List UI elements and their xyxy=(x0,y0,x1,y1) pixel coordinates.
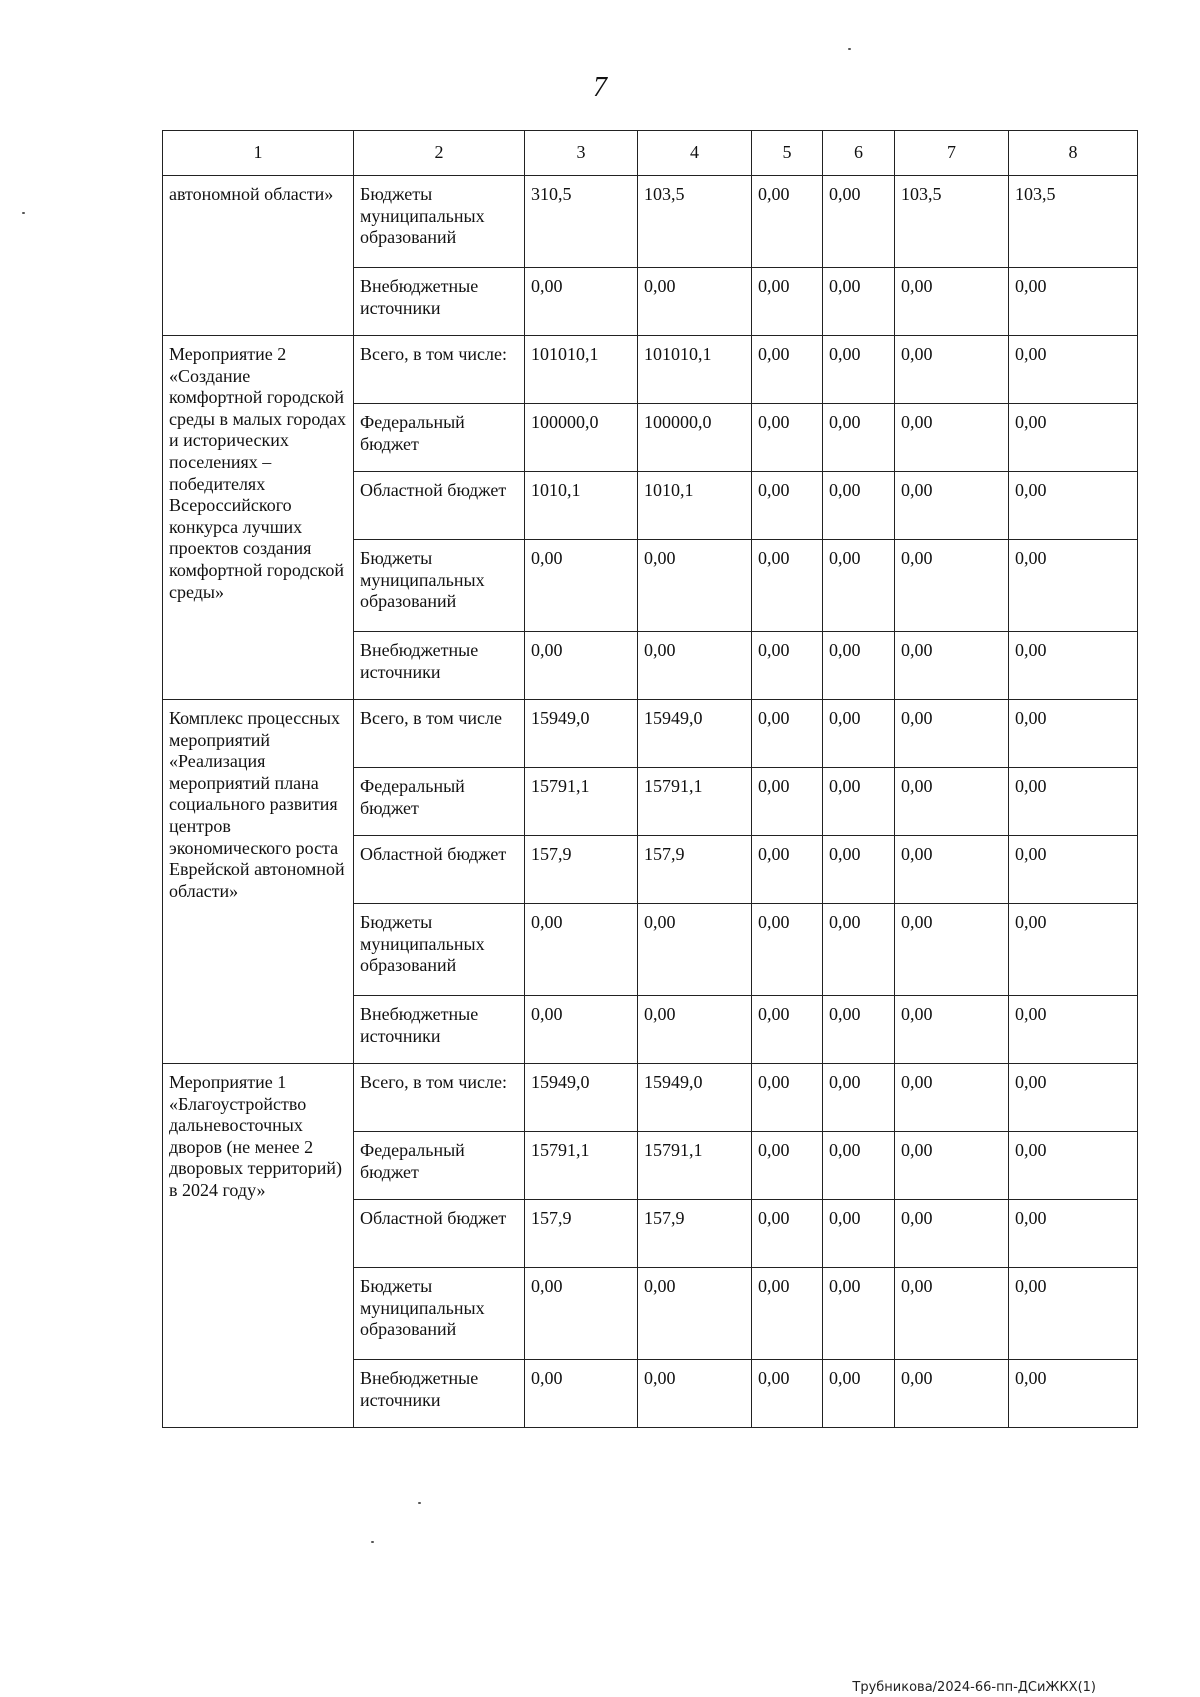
value-cell: 0,00 xyxy=(525,904,638,996)
funding-source-cell: Федеральный бюджет xyxy=(354,768,525,836)
budget-table xyxy=(162,130,1138,1428)
value-cell: 0,00 xyxy=(752,996,823,1064)
value-cell: 0,00 xyxy=(895,904,1009,996)
funding-source-cell: Федеральный бюджет xyxy=(354,1132,525,1200)
funding-source-cell: Областной бюджет xyxy=(354,836,525,904)
value-cell: 0,00 xyxy=(823,1268,895,1360)
funding-source-cell: Бюджеты муниципальных образований xyxy=(354,176,525,268)
value-cell: 0,00 xyxy=(895,336,1009,404)
measure-title-cell: Мероприятие 2 «Создание комфортной городской среды в малых городах и исторических поселениях – победителях Всероссийского конкурса лучших проектов создания комфортной городской среды» xyxy=(163,336,354,700)
funding-source-cell: Федеральный бюджет xyxy=(354,404,525,472)
value-cell: 0,00 xyxy=(638,268,752,336)
value-cell: 0,00 xyxy=(823,904,895,996)
value-cell: 0,00 xyxy=(895,1064,1009,1132)
value-cell: 0,00 xyxy=(895,700,1009,768)
value-cell: 0,00 xyxy=(823,404,895,472)
value-cell: 0,00 xyxy=(752,1360,823,1428)
value-cell: 0,00 xyxy=(525,996,638,1064)
column-header: 7 xyxy=(895,131,1009,176)
funding-source-cell: Областной бюджет xyxy=(354,472,525,540)
value-cell: 0,00 xyxy=(895,1268,1009,1360)
value-cell: 0,00 xyxy=(823,1064,895,1132)
measure-title-cell: Мероприятие 1 «Благоустройство дальневосточных дворов (не менее 2 дворовых территорий) в 2024 году» xyxy=(163,1064,354,1428)
funding-source-cell: Областной бюджет xyxy=(354,1200,525,1268)
column-header: 2 xyxy=(354,131,525,176)
value-cell: 0,00 xyxy=(823,268,895,336)
value-cell: 0,00 xyxy=(638,1268,752,1360)
column-header: 5 xyxy=(752,131,823,176)
value-cell: 0,00 xyxy=(823,1132,895,1200)
scan-speck xyxy=(848,48,851,50)
column-header: 3 xyxy=(525,131,638,176)
value-cell: 0,00 xyxy=(752,472,823,540)
scan-speck xyxy=(22,212,25,214)
table-row xyxy=(163,1064,1138,1132)
value-cell: 0,00 xyxy=(752,1268,823,1360)
value-cell: 0,00 xyxy=(752,1132,823,1200)
value-cell: 0,00 xyxy=(823,768,895,836)
value-cell: 100000,0 xyxy=(638,404,752,472)
value-cell: 15791,1 xyxy=(638,768,752,836)
value-cell: 0,00 xyxy=(823,472,895,540)
column-header: 1 xyxy=(163,131,354,176)
value-cell: 0,00 xyxy=(823,836,895,904)
value-cell: 0,00 xyxy=(525,632,638,700)
table-row xyxy=(163,700,1138,768)
value-cell: 0,00 xyxy=(752,176,823,268)
value-cell: 0,00 xyxy=(895,632,1009,700)
document-reference: Трубникова/2024-66-пп-ДСиЖКХ(1) xyxy=(852,1680,1096,1695)
value-cell: 0,00 xyxy=(823,176,895,268)
value-cell: 101010,1 xyxy=(638,336,752,404)
value-cell: 103,5 xyxy=(895,176,1009,268)
value-cell: 157,9 xyxy=(638,836,752,904)
value-cell: 0,00 xyxy=(823,632,895,700)
table-row xyxy=(163,176,1138,268)
column-header: 8 xyxy=(1009,131,1138,176)
value-cell: 0,00 xyxy=(1009,768,1138,836)
funding-source-cell: Бюджеты муниципальных образований xyxy=(354,1268,525,1360)
value-cell: 1010,1 xyxy=(525,472,638,540)
value-cell: 0,00 xyxy=(823,1200,895,1268)
column-header: 4 xyxy=(638,131,752,176)
value-cell: 0,00 xyxy=(638,904,752,996)
value-cell: 0,00 xyxy=(1009,404,1138,472)
value-cell: 0,00 xyxy=(1009,1132,1138,1200)
table-body xyxy=(163,131,1138,1428)
value-cell: 0,00 xyxy=(823,336,895,404)
value-cell: 0,00 xyxy=(1009,336,1138,404)
value-cell: 0,00 xyxy=(1009,1200,1138,1268)
funding-source-cell: Всего, в том числе: xyxy=(354,1064,525,1132)
value-cell: 157,9 xyxy=(525,1200,638,1268)
value-cell: 1010,1 xyxy=(638,472,752,540)
value-cell: 0,00 xyxy=(752,336,823,404)
value-cell: 0,00 xyxy=(638,996,752,1064)
value-cell: 0,00 xyxy=(1009,540,1138,632)
value-cell: 0,00 xyxy=(1009,700,1138,768)
value-cell: 0,00 xyxy=(1009,836,1138,904)
value-cell: 103,5 xyxy=(638,176,752,268)
value-cell: 0,00 xyxy=(752,540,823,632)
scan-speck xyxy=(371,1541,374,1543)
value-cell: 15949,0 xyxy=(525,700,638,768)
column-header: 6 xyxy=(823,131,895,176)
value-cell: 157,9 xyxy=(638,1200,752,1268)
value-cell: 157,9 xyxy=(525,836,638,904)
column-header-row xyxy=(163,131,1138,176)
funding-source-cell: Внебюджетные источники xyxy=(354,268,525,336)
value-cell: 0,00 xyxy=(823,996,895,1064)
value-cell: 0,00 xyxy=(1009,904,1138,996)
value-cell: 0,00 xyxy=(638,540,752,632)
value-cell: 0,00 xyxy=(1009,996,1138,1064)
value-cell: 0,00 xyxy=(752,404,823,472)
value-cell: 100000,0 xyxy=(525,404,638,472)
value-cell: 0,00 xyxy=(752,268,823,336)
value-cell: 0,00 xyxy=(525,1268,638,1360)
value-cell: 0,00 xyxy=(752,836,823,904)
value-cell: 0,00 xyxy=(638,1360,752,1428)
value-cell: 0,00 xyxy=(895,996,1009,1064)
measure-title-cell: автономной области» xyxy=(163,176,354,336)
value-cell: 0,00 xyxy=(895,1360,1009,1428)
value-cell: 0,00 xyxy=(752,1064,823,1132)
value-cell: 15949,0 xyxy=(638,1064,752,1132)
value-cell: 103,5 xyxy=(1009,176,1138,268)
funding-source-cell: Внебюджетные источники xyxy=(354,996,525,1064)
value-cell: 15949,0 xyxy=(525,1064,638,1132)
value-cell: 0,00 xyxy=(895,836,1009,904)
value-cell: 0,00 xyxy=(823,540,895,632)
scan-speck xyxy=(418,1502,421,1504)
value-cell: 0,00 xyxy=(895,1132,1009,1200)
value-cell: 0,00 xyxy=(638,632,752,700)
value-cell: 0,00 xyxy=(895,540,1009,632)
value-cell: 0,00 xyxy=(895,268,1009,336)
value-cell: 0,00 xyxy=(1009,1064,1138,1132)
funding-source-cell: Бюджеты муниципальных образований xyxy=(354,904,525,996)
value-cell: 0,00 xyxy=(752,700,823,768)
value-cell: 0,00 xyxy=(895,472,1009,540)
value-cell: 0,00 xyxy=(823,1360,895,1428)
value-cell: 0,00 xyxy=(1009,472,1138,540)
funding-source-cell: Всего, в том числе: xyxy=(354,336,525,404)
value-cell: 0,00 xyxy=(525,268,638,336)
value-cell: 0,00 xyxy=(895,1200,1009,1268)
table-row xyxy=(163,336,1138,404)
value-cell: 15791,1 xyxy=(525,768,638,836)
value-cell: 0,00 xyxy=(1009,1268,1138,1360)
value-cell: 15791,1 xyxy=(638,1132,752,1200)
value-cell: 0,00 xyxy=(752,632,823,700)
measure-title-cell: Комплекс процессных мероприятий «Реализация мероприятий плана социального развития центров экономического роста Еврейской автономной области» xyxy=(163,700,354,1064)
funding-source-cell: Всего, в том числе xyxy=(354,700,525,768)
value-cell: 0,00 xyxy=(823,700,895,768)
value-cell: 15949,0 xyxy=(638,700,752,768)
value-cell: 0,00 xyxy=(1009,268,1138,336)
value-cell: 310,5 xyxy=(525,176,638,268)
value-cell: 0,00 xyxy=(525,540,638,632)
value-cell: 0,00 xyxy=(1009,1360,1138,1428)
value-cell: 0,00 xyxy=(752,1200,823,1268)
value-cell: 15791,1 xyxy=(525,1132,638,1200)
value-cell: 0,00 xyxy=(525,1360,638,1428)
page-number: 7 xyxy=(593,72,607,103)
funding-source-cell: Бюджеты муниципальных образований xyxy=(354,540,525,632)
value-cell: 0,00 xyxy=(752,904,823,996)
value-cell: 0,00 xyxy=(1009,632,1138,700)
value-cell: 101010,1 xyxy=(525,336,638,404)
value-cell: 0,00 xyxy=(895,404,1009,472)
funding-source-cell: Внебюджетные источники xyxy=(354,632,525,700)
funding-source-cell: Внебюджетные источники xyxy=(354,1360,525,1428)
value-cell: 0,00 xyxy=(895,768,1009,836)
value-cell: 0,00 xyxy=(752,768,823,836)
